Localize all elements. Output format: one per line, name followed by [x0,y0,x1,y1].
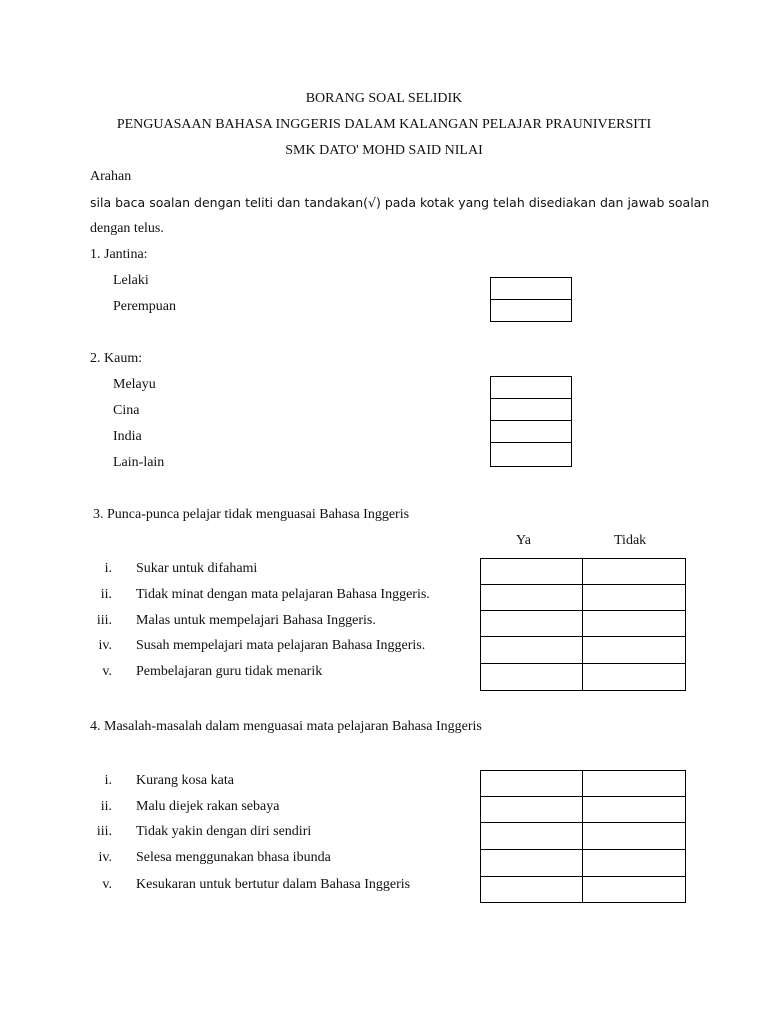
q2-option-lain-lain: Lain-lain [113,455,165,470]
q4-checkbox-ya-4[interactable] [480,849,583,877]
q2-checkbox-india[interactable] [490,420,572,443]
q2-option-cina: Cina [113,403,140,418]
q4-item-num: iv. [98,850,112,865]
q4-checkbox-tidak-5[interactable] [582,876,686,903]
q4-item-text: Selesa menggunakan bhasa ibunda [136,850,331,865]
q3-checkbox-ya-2[interactable] [480,584,583,611]
q1-checkbox-lelaki[interactable] [490,277,572,300]
q4-label: 4. Masalah-masalah dalam menguasai mata pelajaran Bahasa Inggeris [90,719,482,734]
q1-option-lelaki: Lelaki [113,273,149,288]
q3-item-num: ii. [100,587,112,602]
q3-item-num: iv. [98,638,112,653]
q3-item-num: v. [102,664,112,679]
q3-item-text: Pembelajaran guru tidak menarik [136,664,323,679]
q1-option-perempuan: Perempuan [113,299,176,314]
form-subtitle: PENGUASAAN BAHASA INGGERIS DALAM KALANGAN PELAJAR PRAUNIVERSITI [116,117,652,132]
q3-item-text: Malas untuk mempelajari Bahasa Inggeris. [136,613,376,628]
q3-checkbox-ya-1[interactable] [480,558,583,585]
q4-checkbox-ya-1[interactable] [480,770,583,797]
instructions-line-2: dengan telus. [90,221,164,236]
q3-label: 3. Punca-punca pelajar tidak menguasai Bahasa Inggeris [93,507,410,522]
q4-checkbox-tidak-2[interactable] [582,796,686,823]
q2-option-melayu: Melayu [113,377,156,392]
instructions-line-1: sila baca soalan dengan teliti dan tandakan(√) pada kotak yang telah disediakan dan jawab soalan [90,195,710,210]
q4-checkbox-tidak-4[interactable] [582,849,686,877]
q4-item-num: ii. [100,799,112,814]
q3-col-tidak: Tidak [614,533,647,548]
q4-checkbox-ya-3[interactable] [480,822,583,850]
q4-item-num: v. [102,877,112,892]
q4-item-text: Kurang kosa kata [136,773,234,788]
q3-item-text: Tidak minat dengan mata pelajaran Bahasa Inggeris. [136,587,430,602]
q1-checkbox-perempuan[interactable] [490,299,572,322]
q3-item-text: Susah mempelajari mata pelajaran Bahasa Inggeris. [136,638,426,653]
q2-label: 2. Kaum: [90,351,143,366]
q3-checkbox-ya-4[interactable] [480,636,583,664]
q1-label: 1. Jantina: [90,247,148,262]
q2-checkbox-cina[interactable] [490,398,572,421]
q3-checkbox-ya-3[interactable] [480,610,583,637]
q2-option-india: India [113,429,142,444]
q4-checkbox-tidak-1[interactable] [582,770,686,797]
q3-checkbox-tidak-1[interactable] [582,558,686,585]
q4-item-text: Tidak yakin dengan diri sendiri [136,824,312,839]
q2-checkbox-melayu[interactable] [490,376,572,399]
q3-item-num: iii. [96,613,112,628]
q3-checkbox-tidak-4[interactable] [582,636,686,664]
q4-item-num: i. [104,773,112,788]
q3-checkbox-ya-5[interactable] [480,663,583,691]
q4-checkbox-ya-2[interactable] [480,796,583,823]
q3-checkbox-tidak-5[interactable] [582,663,686,691]
q3-checkbox-tidak-3[interactable] [582,610,686,637]
q4-checkbox-ya-5[interactable] [480,876,583,903]
q4-checkbox-tidak-3[interactable] [582,822,686,850]
q2-checkbox-lain-lain[interactable] [490,442,572,467]
q4-item-num: iii. [96,824,112,839]
q4-item-text: Kesukaran untuk bertutur dalam Bahasa Inggeris [136,877,411,892]
instructions-heading: Arahan [90,169,132,184]
q3-col-ya: Ya [516,533,531,548]
school-name: SMK DATO' MOHD SAID NILAI [285,143,483,158]
q4-item-text: Malu diejek rakan sebaya [136,799,280,814]
q3-item-num: i. [104,561,112,576]
q3-checkbox-tidak-2[interactable] [582,584,686,611]
q3-item-text: Sukar untuk difahami [136,561,258,576]
form-title: BORANG SOAL SELIDIK [305,91,463,106]
